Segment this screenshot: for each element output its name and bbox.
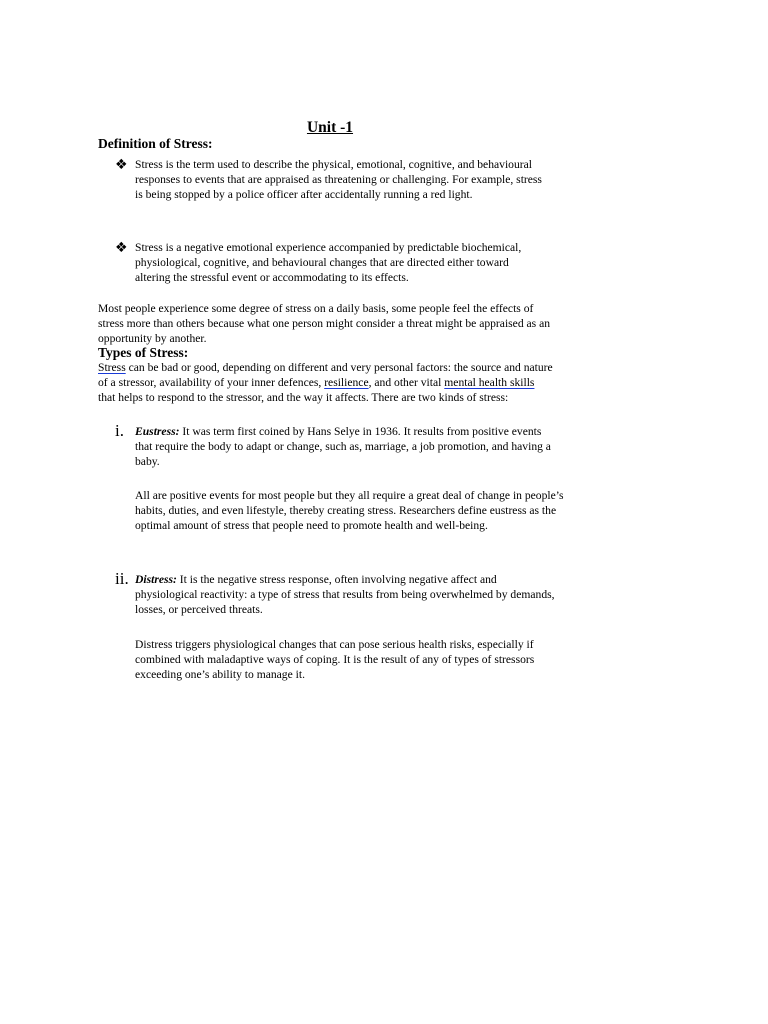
diamond-bullet-icon: ❖ <box>115 157 128 173</box>
unit-title: Unit -1 <box>306 119 354 136</box>
mental-health-skills-link[interactable]: mental health skills <box>444 375 535 389</box>
types-paragraph <box>98 361 553 405</box>
types-text-part: , and other vital <box>368 375 445 389</box>
roman-numeral: i. <box>115 421 124 440</box>
distress-text: It is the negative stress response, often involving negative affect and physiological reactivity: a type of stress that results from being overwhelmed by demands, losses, or perceived threats. <box>135 573 555 616</box>
diamond-bullet-icon: ❖ <box>115 240 128 256</box>
types-heading: Types of Stress: <box>98 345 189 360</box>
eustress-term: Eustress: <box>135 425 180 438</box>
bullet-text: Stress is a negative emotional experience accompanied by predictable biochemical, physiological, cognitive, and behavioural changes that are directed either toward altering the stressful event or accommodating to its effects. <box>135 241 522 284</box>
daily-stress-paragraph: Most people experience some degree of stress on a daily basis, some people feel the effects of stress more than others because what one person might consider a threat might be appraised as an opportunity by another. <box>98 302 551 345</box>
eustress-followup: All are positive events for most people but they all require a great deal of change in people’s habits, duties, and even lifestyle, thereby creating stress. Researchers define eustress as the optimal amount of stress that people need to promote health and well-being. <box>135 489 564 532</box>
distress-term: Distress: <box>135 573 177 586</box>
distress-definition <box>135 573 560 617</box>
definition-heading: Definition of Stress: <box>98 136 213 151</box>
distress-followup: Distress triggers physiological changes that can pose serious health risks, especially if combined with maladaptive ways of coping. It is the result of any of types of stressors exceeding one’s ability to manage it. <box>135 638 535 681</box>
types-text-part: can be bad or good, depending on different and very personal factors: the source and nature of a stressor, availability of your inner defences, <box>98 361 553 389</box>
eustress-definition <box>135 425 560 469</box>
resilience-link[interactable]: resilience <box>324 375 369 389</box>
eustress-text: It was term first coined by Hans Selye in 1936. It results from positive events that require the body to adapt or change, such as, marriage, a job promotion, and having a baby. <box>135 425 551 468</box>
types-text-part: that helps to respond to the stressor, and the way it affects. There are two kinds of stress: <box>98 390 509 404</box>
stress-link[interactable]: Stress <box>98 361 126 374</box>
roman-numeral: ii. <box>115 569 129 588</box>
bullet-text: Stress is the term used to describe the physical, emotional, cognitive, and behavioural responses to events that are appraised as threatening or challenging. For example, stress is being stopped by a police officer after accidentally running a red light. <box>135 158 542 201</box>
